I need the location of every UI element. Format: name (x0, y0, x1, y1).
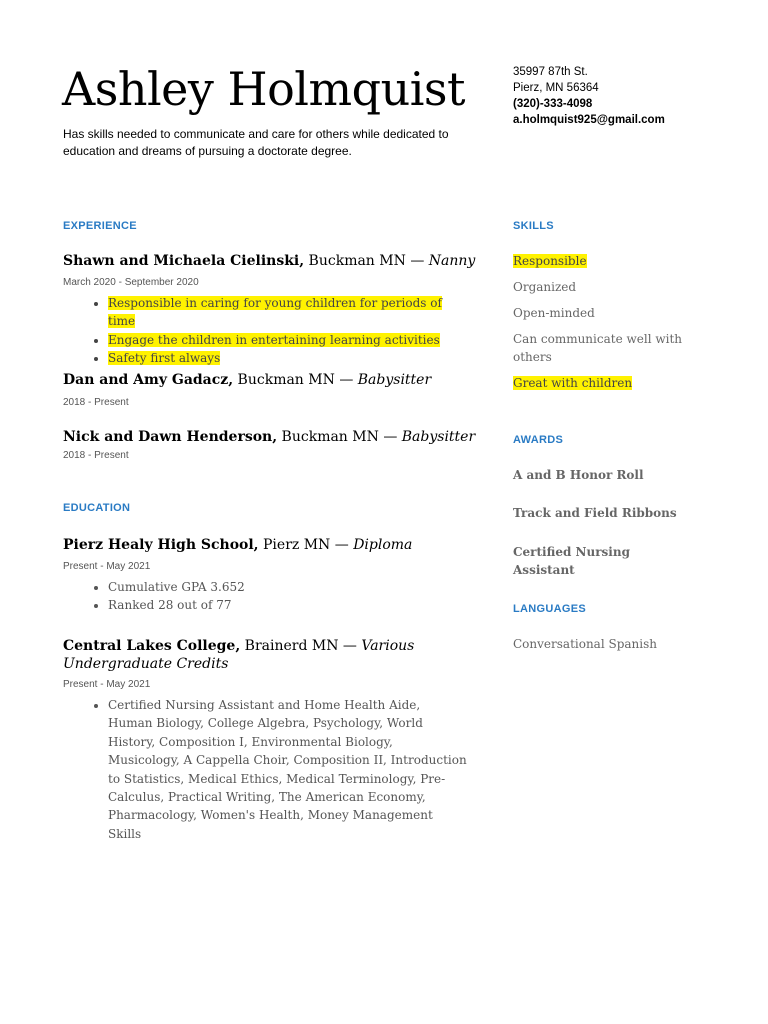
address-line-2: Pierz, MN 56364 (513, 82, 599, 94)
skill-item: Can communicate well with others (513, 332, 683, 364)
job-dates-1: March 2020 - September 2020 (63, 277, 199, 288)
skill-item: Open-minded (513, 306, 595, 320)
contact-info (513, 64, 665, 128)
job-role: Babysitter (401, 429, 476, 445)
job-dates-3: 2018 - Present (63, 450, 129, 461)
education-heading: EDUCATION (63, 502, 131, 514)
school-credential-continued: Undergraduate Credits (63, 656, 229, 672)
email-address: a.holmquist925@gmail.com (513, 114, 665, 126)
skill-item: Great with children (513, 376, 633, 390)
job-bullets-1 (63, 294, 468, 368)
list-item (108, 349, 468, 367)
awards-heading: AWARDS (513, 434, 564, 446)
school-title-2 (63, 637, 414, 673)
highlighted-text: Engage the children in entertaining learning activities (108, 332, 440, 347)
list-item (108, 294, 468, 331)
skills-heading: SKILLS (513, 220, 554, 232)
list-item: • Ranked 28 out of 77 (108, 596, 468, 614)
school-dates-1: Present - May 2021 (63, 561, 151, 572)
list-item: • Certified Nursing Assistant and Home Health Aide, Human Biology, College Algebra, Psychology, World History, Composition I, Environmental Biology, Musicology, A Cappella Choir, Composition II, Introduction to Statistics, Medical Ethics, Medical Terminology, Pre-Calculus, Practical Writing, The American Economy, Pharmacology, Women's Health, Money Management Skills (108, 696, 468, 843)
candidate-name: Ashley Holmquist (62, 62, 466, 116)
award-item: Certified Nursing Assistant (513, 545, 630, 577)
school-dates-2: Present - May 2021 (63, 679, 151, 690)
employer: Shawn and Michaela Cielinski, (63, 253, 305, 269)
list-item (108, 331, 468, 349)
job-role: Nanny (428, 253, 476, 269)
school-bullets-2 (63, 696, 468, 843)
job-role: Babysitter (357, 372, 432, 388)
highlighted-text: Responsible in caring for young children for periods of time (108, 296, 442, 329)
school-credential: Diploma (353, 537, 413, 553)
award-item: Track and Field Ribbons (513, 506, 677, 520)
job-location: Buckman MN — (233, 372, 358, 388)
school-location: Pierz MN — (258, 537, 354, 553)
list-item: • Cumulative GPA 3.652 (108, 578, 468, 596)
school-name: Central Lakes College, (63, 638, 241, 654)
job-title-1 (63, 253, 475, 269)
employer: Nick and Dawn Henderson, (63, 429, 278, 445)
summary-text: Has skills needed to communicate and care for others while dedicated to education and dreams of pursuing a doctorate degree. (63, 127, 449, 158)
highlighted-text: Safety first always (108, 351, 221, 366)
languages-heading: LANGUAGES (513, 603, 586, 615)
job-title-3 (63, 429, 475, 445)
school-name: Pierz Healy High School, (63, 537, 259, 553)
job-dates-2: 2018 - Present (63, 397, 129, 408)
employer: Dan and Amy Gadacz, (63, 372, 234, 388)
skill-item: Organized (513, 280, 577, 294)
job-location: Buckman MN — (304, 253, 429, 269)
skill-item: Responsible (513, 254, 587, 268)
language-item: Conversational Spanish (513, 637, 657, 651)
experience-heading: EXPERIENCE (63, 220, 137, 232)
job-title-2 (63, 372, 431, 388)
school-credential: Various (361, 638, 415, 654)
address-line-1: 35997 87th St. (513, 66, 588, 78)
phone-number: (320)-333-4098 (513, 98, 593, 110)
award-item: A and B Honor Roll (513, 468, 644, 482)
school-bullets-1 (63, 578, 468, 615)
school-title-1 (63, 537, 412, 553)
school-location: Brainerd MN — (240, 638, 362, 654)
job-location: Buckman MN — (277, 429, 402, 445)
